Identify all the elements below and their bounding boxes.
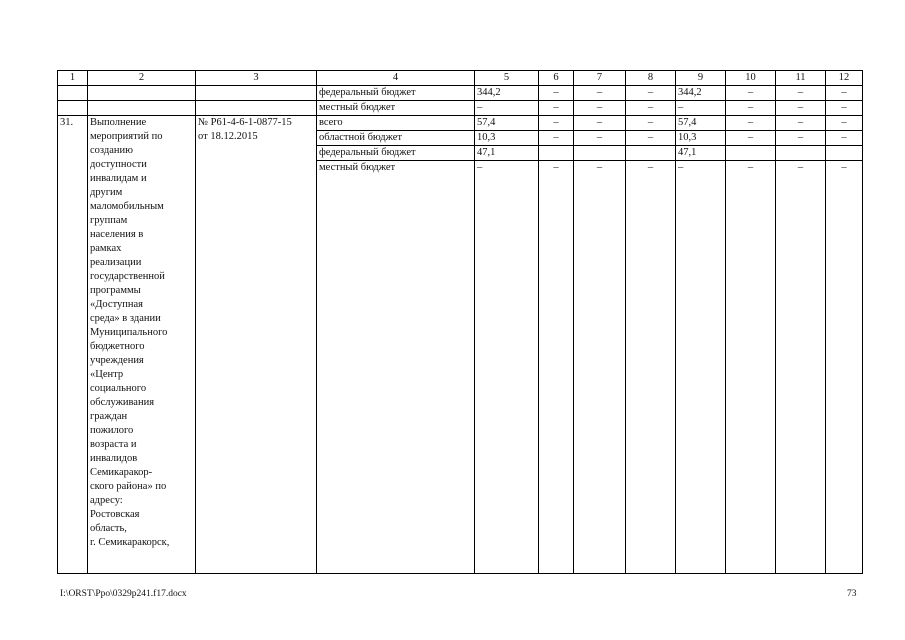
measure-name-line: адресу:: [90, 495, 123, 506]
value-col-9: –: [676, 161, 726, 574]
column-number: 3: [196, 71, 317, 86]
measure-name-line: среда» в здании: [90, 313, 161, 324]
funding-source: федеральный бюджет: [317, 86, 475, 101]
value-col-7: –: [574, 161, 626, 574]
measure-name-line: возраста и: [90, 439, 137, 450]
value-col-8: –: [626, 131, 676, 146]
value-col-10: –: [726, 86, 776, 101]
funding-source: местный бюджет: [317, 161, 475, 574]
value-col-7: –: [574, 86, 626, 101]
value-col-7: –: [574, 101, 626, 116]
value-col-8: –: [626, 86, 676, 101]
empty-cell: [196, 101, 317, 116]
empty-cell: [196, 86, 317, 101]
measure-name-line: учреждения: [90, 355, 144, 366]
header-row: [58, 71, 863, 86]
value-col-11: [776, 146, 826, 161]
value-col-10: –: [726, 101, 776, 116]
measure-name-line: маломобильным: [90, 201, 164, 212]
measure-name-line: другим: [90, 187, 123, 198]
value-col-7: –: [574, 131, 626, 146]
column-number: 9: [676, 71, 726, 86]
empty-cell: [58, 86, 88, 101]
value-col-6: –: [539, 161, 574, 574]
measure-name-line: Выполнение: [90, 117, 147, 128]
value-col-5: –: [475, 101, 539, 116]
funding-source: всего: [317, 116, 475, 131]
value-col-11: –: [776, 161, 826, 574]
value-col-7: –: [574, 116, 626, 131]
measure-name-line: мероприятий по: [90, 131, 163, 142]
value-col-11: –: [776, 101, 826, 116]
measure-name-line: созданию: [90, 145, 133, 156]
empty-cell: [88, 86, 196, 101]
value-col-9: 344,2: [676, 86, 726, 101]
funding-source: федеральный бюджет: [317, 146, 475, 161]
measure-name-line: Муниципального: [90, 327, 168, 338]
value-col-6: –: [539, 131, 574, 146]
value-col-5: 344,2: [475, 86, 539, 101]
measure-name-line: область,: [90, 523, 127, 534]
column-number: 2: [88, 71, 196, 86]
column-number: 10: [726, 71, 776, 86]
value-col-10: [726, 146, 776, 161]
measure-name: [88, 116, 196, 574]
empty-cell: [58, 101, 88, 116]
value-col-9: –: [676, 101, 726, 116]
measure-name-line: обслуживания: [90, 397, 155, 408]
table-row: [58, 116, 863, 131]
measure-name-line: населения в: [90, 229, 144, 240]
value-col-12: –: [826, 161, 863, 574]
value-col-12: [826, 146, 863, 161]
value-col-9: 47,1: [676, 146, 726, 161]
value-col-10: –: [726, 131, 776, 146]
measure-name-line: «Доступная: [90, 299, 144, 310]
measure-name-line: социального: [90, 383, 147, 394]
table-row: [58, 101, 863, 116]
column-number: 1: [58, 71, 88, 86]
value-col-8: –: [626, 161, 676, 574]
value-col-7: [574, 146, 626, 161]
value-col-6: –: [539, 101, 574, 116]
value-col-8: –: [626, 116, 676, 131]
budget-table: [57, 70, 863, 574]
value-col-6: –: [539, 86, 574, 101]
column-number: 6: [539, 71, 574, 86]
measure-name-line: пожилого: [90, 425, 134, 436]
value-col-5: 10,3: [475, 131, 539, 146]
measure-name-line: г. Семикаракорск,: [90, 537, 170, 548]
column-number: 5: [475, 71, 539, 86]
value-col-11: –: [776, 86, 826, 101]
measure-name-line: ского района» по: [90, 481, 167, 492]
value-col-5: –: [475, 161, 539, 574]
value-col-10: –: [726, 161, 776, 574]
value-col-12: –: [826, 116, 863, 131]
funding-source: местный бюджет: [317, 101, 475, 116]
footer-file-path: I:\ORST\Ppo\0329p241.f17.docx: [60, 589, 187, 599]
measure-name-line: группам: [90, 215, 128, 226]
document-date: от 18.12.2015: [198, 131, 258, 142]
value-col-6: –: [539, 116, 574, 131]
measure-name-line: инвалидам и: [90, 173, 147, 184]
column-number: 12: [826, 71, 863, 86]
table-row: [58, 86, 863, 101]
value-col-5: 57,4: [475, 116, 539, 131]
empty-cell: [88, 101, 196, 116]
measure-name-line: инвалидов: [90, 453, 138, 464]
value-col-9: 57,4: [676, 116, 726, 131]
measure-name-line: рамках: [90, 243, 122, 254]
measure-name-line: доступности: [90, 159, 147, 170]
funding-source: областной бюджет: [317, 131, 475, 146]
value-col-12: –: [826, 131, 863, 146]
measure-name-line: граждан: [90, 411, 128, 422]
value-col-5: 47,1: [475, 146, 539, 161]
measure-name-line: Семикаракор-: [90, 467, 153, 478]
document-number: № Р61-4-6-1-0877-15: [198, 117, 292, 128]
document-reference: [196, 116, 317, 574]
measure-name-line: реализации: [90, 257, 142, 268]
column-number: 7: [574, 71, 626, 86]
value-col-9: 10,3: [676, 131, 726, 146]
measure-name-line: Ростовская: [90, 509, 140, 520]
measure-name-line: программы: [90, 285, 141, 296]
item-number: 31.: [58, 116, 88, 574]
measure-name-line: государственной: [90, 271, 165, 282]
value-col-6: [539, 146, 574, 161]
value-col-12: –: [826, 101, 863, 116]
column-number: 8: [626, 71, 676, 86]
measure-name-line: «Центр: [90, 369, 124, 380]
value-col-10: –: [726, 116, 776, 131]
column-number: 4: [317, 71, 475, 86]
value-col-11: –: [776, 131, 826, 146]
measure-name-line: бюджетного: [90, 341, 145, 352]
value-col-8: [626, 146, 676, 161]
page-number: 73: [847, 589, 857, 599]
column-number: 11: [776, 71, 826, 86]
value-col-12: –: [826, 86, 863, 101]
value-col-11: –: [776, 116, 826, 131]
value-col-8: –: [626, 101, 676, 116]
